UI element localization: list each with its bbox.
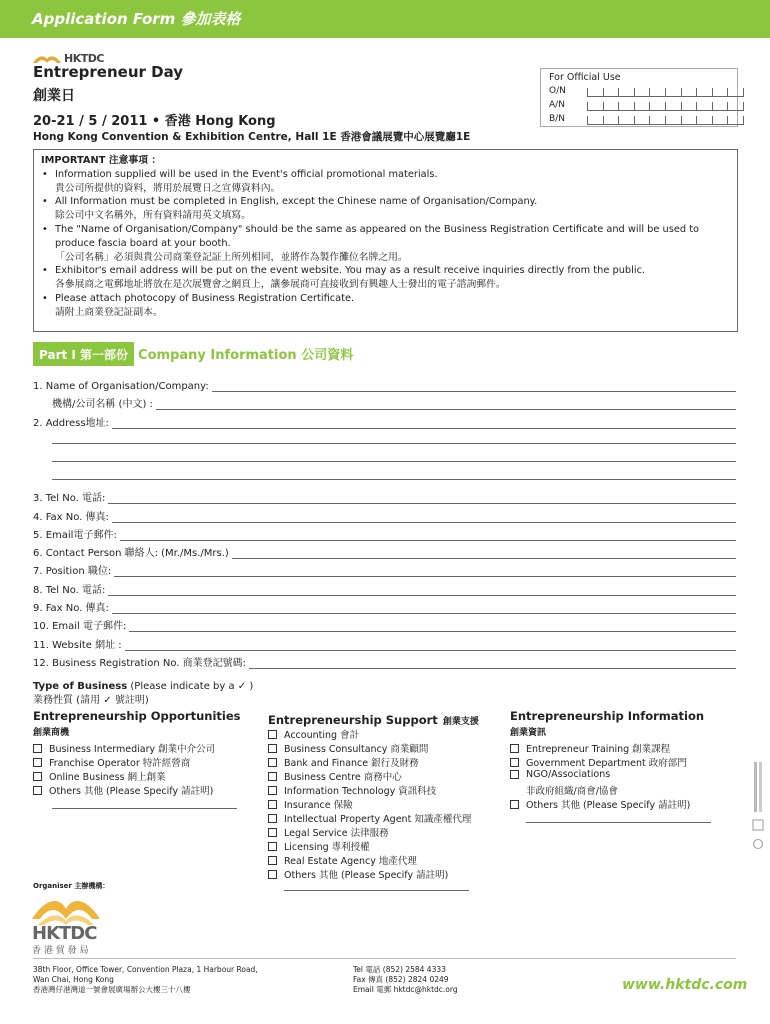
important-item: • The "Name of Organisation/Company" should be the same as appeared on the Business Registration Certificate and will be used to produce fascia board at your booth. 「公司名稱」必須與貴公司商業登記証上所列相同，並將作為製作攤位名牌之用。: [41, 223, 735, 264]
opt-others-3[interactable]: Others 其他 (Please Specify 請註明): [510, 797, 690, 811]
col-support: Entrepreneurship Support 創業支援: [268, 713, 479, 727]
checkbox[interactable]: [33, 786, 42, 795]
bn-row[interactable]: [549, 114, 565, 124]
opt-business-centre[interactable]: Business Centre 商務中心: [268, 769, 402, 783]
part1-tag: Part I 第一部份: [33, 342, 134, 366]
checkbox[interactable]: [33, 772, 42, 781]
specify-line-2[interactable]: [284, 890, 469, 891]
checkbox[interactable]: [268, 744, 277, 753]
logo-wordmark: HKTDC: [32, 923, 97, 944]
col-opportunities: Entrepreneurship Opportunities 創業商機: [33, 709, 241, 738]
contact-fax-field[interactable]: 9. Fax No. 傳真:: [33, 600, 736, 614]
checkbox[interactable]: [268, 842, 277, 851]
logo-text: HKTDC: [64, 52, 104, 65]
org-name-zh-field[interactable]: 機構/公司名稱 (中文) :: [52, 396, 736, 410]
website-field[interactable]: 11. Website 網址 :: [33, 637, 736, 651]
contact-tel-field[interactable]: 8. Tel No. 電話:: [33, 582, 736, 596]
checkbox[interactable]: [268, 800, 277, 809]
opt-insurance[interactable]: Insurance 保險: [268, 797, 353, 811]
an-label: A/N: [549, 100, 565, 110]
checkbox[interactable]: [510, 744, 519, 753]
opt-online-business[interactable]: Online Business 網上創業: [33, 769, 166, 783]
recycled-paper-mark: [752, 760, 764, 855]
opt-others-2[interactable]: Others 其他 (Please Specify 請註明): [268, 867, 448, 881]
opt-government-dept[interactable]: Government Department 政府部門: [510, 755, 687, 769]
checkbox[interactable]: [268, 814, 277, 823]
footer-divider: [33, 958, 736, 959]
opt-entrepreneur-training[interactable]: Entrepreneur Training 創業課程: [510, 741, 670, 755]
col-information: Entrepreneurship Information 創業資訊: [510, 709, 705, 738]
specify-line-1[interactable]: [52, 808, 237, 809]
checkbox[interactable]: [268, 856, 277, 865]
opt-franchise-operator[interactable]: Franchise Operator 特許經營商: [33, 755, 190, 769]
opt-it[interactable]: Information Technology 資訊科技: [268, 783, 436, 797]
form-title: Application Form 參加表格: [32, 10, 241, 28]
hktdc-logo: [30, 895, 110, 956]
footer-contact: Tel 電話 (852) 2584 4333 Fax 傳真 (852) 2824 0249 Email 電郵 hktdc@hktdc.org: [353, 965, 458, 994]
important-item: • All Information must be completed in English, except the Chinese name of Organisation/Company. 除公司中文名稱外，所有資料請用英文填寫。: [41, 195, 735, 223]
address-line[interactable]: [52, 443, 736, 444]
br-number-field[interactable]: 12. Business Registration No. 商業登記號碼:: [33, 655, 736, 669]
contact-person-field[interactable]: 6. Contact Person 聯絡人: (Mr./Ms./Mrs.): [33, 545, 736, 559]
checkbox[interactable]: [268, 870, 277, 879]
opt-legal[interactable]: Legal Service 法律服務: [268, 825, 389, 839]
opt-bank-finance[interactable]: Bank and Finance 銀行及財務: [268, 755, 419, 769]
opt-business-intermediary[interactable]: Business Intermediary 創業中介公司: [33, 741, 215, 755]
opt-accounting[interactable]: Accounting 會計: [268, 727, 359, 741]
important-item: • Please attach photocopy of Business Registration Certificate. 請附上商業登記証副本。: [41, 292, 735, 320]
event-title-zh: 創業日: [33, 88, 75, 104]
position-field[interactable]: 7. Position 職位:: [33, 563, 736, 577]
business-type-label-zh: 業務性質 (請用 ✓ 號註明): [33, 695, 149, 706]
organiser-label: Organiser 主辦機構：: [33, 882, 110, 890]
checkbox[interactable]: [268, 772, 277, 781]
specify-line-3[interactable]: [526, 822, 711, 823]
checkbox[interactable]: [510, 770, 519, 779]
opt-ngo[interactable]: NGO/Associations: [510, 769, 610, 780]
address-line[interactable]: [52, 479, 736, 480]
opt-others-1[interactable]: Others 其他 (Please Specify 請註明): [33, 783, 213, 797]
official-use-heading: For Official Use: [549, 72, 621, 83]
opt-licensing[interactable]: Licensing 專利授權: [268, 839, 370, 853]
checkbox[interactable]: [268, 828, 277, 837]
event-title: Entrepreneur Day: [33, 63, 184, 81]
part1-title: Company Information 公司資料: [138, 348, 354, 363]
address-field[interactable]: 2. Address地址:: [33, 415, 736, 429]
checkbox[interactable]: [33, 758, 42, 767]
contact-email-field[interactable]: 10. Email 電子郵件:: [33, 618, 736, 632]
opt-ip-agent[interactable]: Intellectual Property Agent 知識產權代理: [268, 811, 471, 825]
event-date: 20-21 / 5 / 2011 • 香港 Hong Kong: [33, 114, 276, 129]
event-venue: Hong Kong Convention & Exhibition Centre, Hall 1E 香港會議展覽中心展覽廳1E: [33, 131, 471, 143]
checkbox[interactable]: [33, 744, 42, 753]
ngo-sub-note: 非政府組織/商會/協會: [526, 786, 618, 797]
checkbox[interactable]: [510, 800, 519, 809]
org-name-field[interactable]: 1. Name of Organisation/Company:: [33, 378, 736, 392]
opt-business-consultancy[interactable]: Business Consultancy 商業顧問: [268, 741, 428, 755]
important-box: [33, 149, 738, 332]
checkbox[interactable]: [268, 786, 277, 795]
checkbox[interactable]: [268, 730, 277, 739]
important-item: • Exhibitor's email address will be put on the event website. You may as a result receive inquiries directly from the public. 各參展商之電郵地址將放在是次展覽會之網頁上，讓參展商可直接收到有興趣人士發出的電子諮詢郵件。: [41, 264, 735, 292]
opt-real-estate[interactable]: Real Estate Agency 地產代理: [268, 853, 417, 867]
email-field[interactable]: 5. Email電子郵件:: [33, 527, 736, 541]
important-heading: IMPORTANT 注意事項 ：: [41, 155, 162, 166]
part1-header: [33, 342, 353, 366]
fax-field[interactable]: 4. Fax No. 傳真:: [33, 509, 736, 523]
logo-zh: 香 港 貿 發 局: [32, 946, 89, 956]
tel-field[interactable]: 3. Tel No. 電話:: [33, 490, 736, 504]
bn-label: B/N: [549, 114, 565, 124]
an-row[interactable]: [549, 100, 565, 110]
checkbox[interactable]: [510, 758, 519, 767]
checkbox[interactable]: [268, 758, 277, 767]
important-item: • Information supplied will be used in the Event's official promotional materials. 貴公司所提供的資料，將用於展覽日之宣傳資料內。: [41, 168, 735, 196]
on-label: O/N: [549, 86, 566, 96]
business-type-label: Type of Business (Please indicate by a ✓ ) 業務性質 (請用 ✓ 號註明): [33, 681, 254, 706]
title-bar: [0, 0, 770, 38]
footer-address: 38th Floor, Office Tower, Convention Plaza, 1 Harbour Road, Wan Chai, Hong Kong 香港灣仔港灣道一號會展廣場辦公大樓三十八樓: [33, 965, 258, 994]
official-use-box: [540, 68, 738, 127]
on-row[interactable]: [549, 86, 566, 96]
website-link[interactable]: www.hktdc.com: [622, 977, 748, 993]
address-line[interactable]: [52, 461, 736, 462]
